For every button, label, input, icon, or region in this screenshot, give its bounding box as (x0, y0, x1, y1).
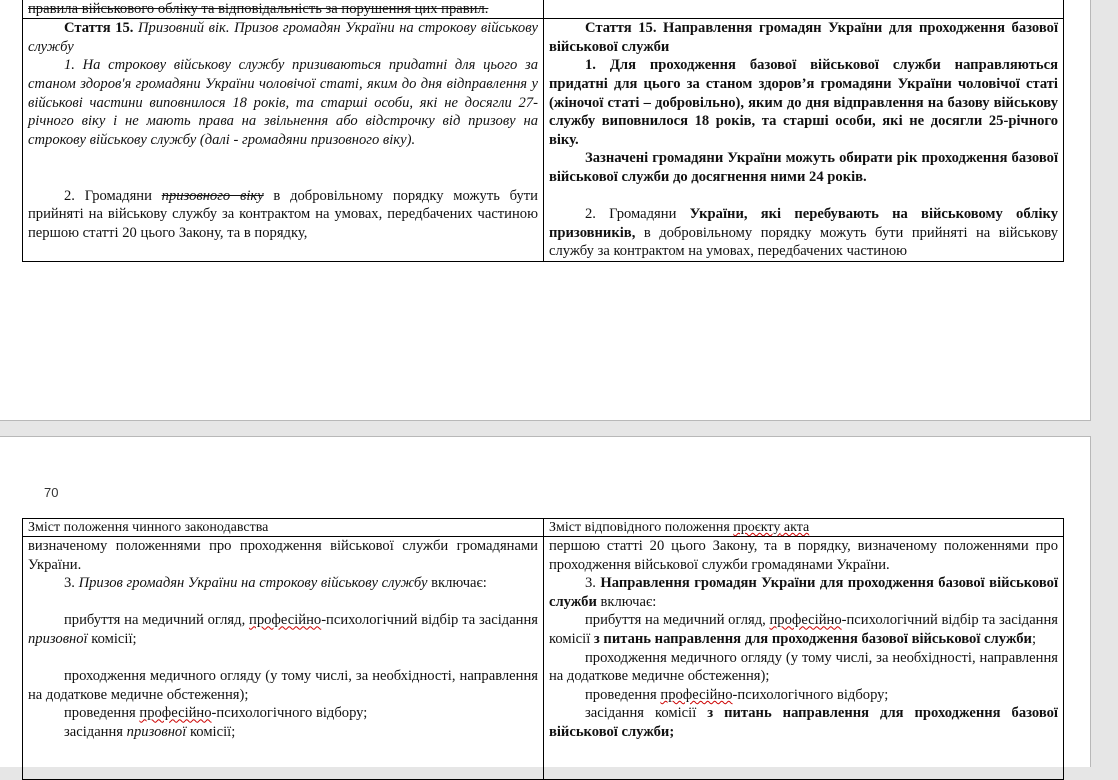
spellcheck-word[interactable]: проєкту (733, 520, 781, 535)
list-item: проходження медичного огляду (у тому числі, за необхідності, направлення на додаткове медичне обстеження); (28, 668, 538, 703)
list-item: проведення професійно-психологічного відбору; (585, 686, 889, 703)
column-header-draft-act: Зміст відповідного положення проєкту акта (544, 519, 1064, 537)
table-row-previous (23, 0, 1064, 19)
continued-text: першою статті 20 цього Закону, та в порядку, визначеному положеннями про проходження військової служби громадянами України. (549, 538, 1058, 573)
cell-draft-act (544, 19, 1064, 262)
spellcheck-word[interactable]: професійно (660, 686, 733, 703)
list-item: проведення професійно-психологічного відбору; (64, 705, 368, 722)
paragraph-2: 2. Громадяни призовного віку в добровільному порядку можуть бути прийняті на військову службу за контрактом на умовах, передбачених частиною першою статті 20 цього Закону, та в порядку, (28, 187, 538, 241)
paragraph-1: 1. На строкову військову службу призиваються придатні для цього за станом здоров'я громадяни України чоловічої статі, яким до дня відправлення у військові частини виповнилося 18 років, та старші особи, які не досягли 27-річного віку і не мають права на звільнення або відстрочку від призову на строкову військову службу (далі - громадяни призовного віку). (28, 57, 538, 148)
list-item: засідання призовної комісії; (64, 723, 236, 740)
list-item: прибуття на медичний огляд, професійно-психологічний відбір та засідання призовної комісії; (28, 612, 539, 647)
continued-text: визначеному положеннями про проходження військової служби громадянами України. (28, 538, 538, 573)
table-header-row (23, 519, 1064, 537)
spellcheck-word[interactable]: професійно (139, 705, 212, 722)
cell-draft-act (544, 0, 1064, 19)
comparison-table-top (22, 0, 1064, 262)
article-heading: Призовний вік. Призов громадян України на строкову військову службу (28, 20, 539, 55)
article-number: Стаття 15. (64, 20, 134, 37)
document-canvas-margin (1091, 0, 1118, 766)
article-title (28, 19, 538, 56)
comparison-table-bottom (22, 518, 1064, 780)
cell-draft-act (544, 537, 1064, 780)
document-page-bottom (0, 436, 1091, 767)
spellcheck-word[interactable]: професійно (769, 612, 842, 629)
paragraph-3: 3. Призов громадян України на строкову військову службу включає: (64, 575, 487, 592)
column-header-current-law: Зміст положення чинного законодавства (23, 519, 544, 537)
table-row (23, 537, 1064, 780)
table-row-article-15 (23, 19, 1064, 262)
cell-current-law (23, 19, 544, 262)
spellcheck-word[interactable]: професійно (249, 612, 322, 629)
paragraph-2: 2. Громадяни України, які перебувають на військовому обліку призовників, в добровільному порядку можуть бути прийняті на військову службу за контрактом на умовах, передбачених частиною (549, 206, 1058, 260)
list-item: проходження медичного огляду (у тому числі, за необхідності, направлення на додаткове медичне обстеження); (549, 649, 1058, 685)
page-number: 70 (44, 485, 59, 500)
list-item: засідання комісії з питань направлення для проходження базової військової служби; (549, 705, 1058, 740)
list-item: прибуття на медичний огляд, професійно-психологічний відбір та засідання комісії з питань направлення для проходження базової військової служби; (549, 612, 1059, 647)
cell-current-law (23, 0, 544, 19)
paragraph-1b: Зазначені громадяни України можуть обирати рік проходження базової військової служби до досягнення ними 24 років. (549, 150, 1058, 185)
article-title: Стаття 15. Направлення громадян України для проходження базової військової служби (549, 20, 1058, 55)
paragraph-3: 3. Направлення громадян України для проходження базової військової служби включає: (549, 575, 1059, 610)
struck-text: правила військового обліку та відповідальність за порушення цих правил. (28, 0, 489, 17)
struck-text: призовного віку (161, 187, 264, 204)
paragraph-1: 1. Для проходження базової військової служби направляються придатні для цього за станом здоров’я громадяни України чоловічої статі (жіночої статі – добровільно), яким до дня відправлення на базову військову службу виповнилося 18 років, та старші особи, які не досягли 25-річного віку. (549, 57, 1058, 148)
cell-current-law (23, 537, 544, 780)
